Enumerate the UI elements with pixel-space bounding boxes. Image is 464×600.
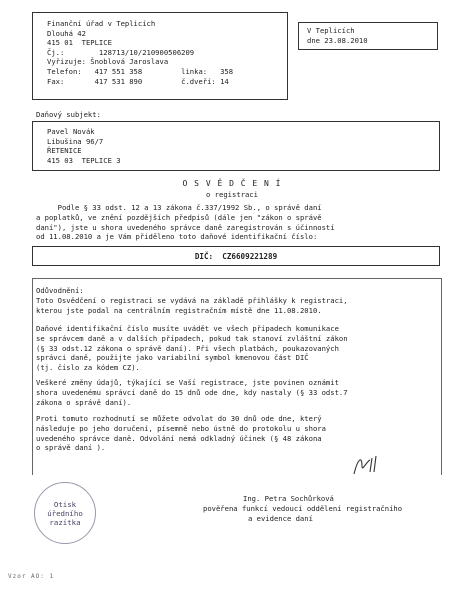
- changes-line: zákona o správě daní).: [36, 397, 132, 407]
- stamp-text: úředního: [47, 508, 83, 518]
- place-date-box: [298, 22, 438, 50]
- appeal-line: o správě daní ).: [36, 443, 106, 453]
- subject-label: Daňový subjekt:: [36, 110, 101, 119]
- subject-postal: 415 03 TEPLICE 3: [47, 155, 121, 165]
- subject-name: Pavel Novák: [47, 127, 95, 136]
- subject-street: Libušina 96/7: [47, 136, 104, 146]
- intro-line: daní"), jste u shora uvedeného správce daně zaregistrován s účinností: [36, 222, 335, 232]
- sender-reference: Čj.: 128713/10/210900506209: [47, 47, 195, 57]
- stamp-text: razítka: [49, 517, 81, 527]
- reasoning-paragraph: [36, 296, 428, 316]
- sender-street: Dlouhá 42: [47, 28, 86, 38]
- dic-box: [32, 246, 440, 266]
- intro-paragraph: [36, 203, 428, 242]
- sender-handler: Vyřizuje: Šnoblová Jaroslava: [47, 57, 169, 67]
- reasoning-line: Toto Osvědčení o registraci se vydává na základě přihlášky k registraci,: [36, 296, 348, 305]
- changes-line: shora uvedenému správci daně do 15 dnů ode dne, kdy nastaly (§ 33 odst.7: [36, 387, 348, 397]
- changes-line: Veškeré změny údajů, týkající se Vaší registrace, jste povinen oznámit: [36, 378, 339, 387]
- appeal-line: následuje po jeho doručení, písemně nebo ústně do protokolu u shora: [36, 423, 326, 433]
- signature-scribble: [350, 452, 390, 480]
- dic-usage-line: (§ 33 odst.12 zákona o správě daní). Při všech platbách, poukazovaných: [36, 343, 339, 353]
- appeal-line: uvedeného správce daně. Odvolání nemá odkladný účinek (§ 48 zákona: [36, 433, 322, 443]
- intro-line: od 11.08.2010 a je Vám přiděleno toto daňové identifikační číslo:: [36, 232, 318, 242]
- reasoning-label: Odůvodnění:: [36, 286, 84, 295]
- dic-value: DIČ: CZ6609221289: [194, 252, 278, 261]
- subject-town: ŘETENICE: [47, 146, 82, 156]
- signer-role: pověřena funkcí vedoucí oddělení registračního: [203, 504, 403, 513]
- sender-fax: Fax: 417 531 890 č.dveří: 14: [47, 76, 229, 86]
- document-subtitle: o registraci: [206, 190, 258, 199]
- sender-office: Finanční úřad v Teplicích: [47, 19, 156, 28]
- subject-box: [32, 121, 440, 171]
- signer-role-continued: a evidence daní: [248, 514, 313, 523]
- reasoning-line: kterou jste podal na centrálním registračním místě dne 11.08.2010.: [36, 305, 322, 315]
- stamp-placeholder: [34, 482, 96, 544]
- intro-line: Podle § 33 odst. 12 a 13 zákona č.337/1992 Sb., o správě daní: [36, 203, 322, 212]
- form-footer: Vzor AO: 1: [8, 573, 55, 580]
- intro-line: a poplatků, ve znění pozdějších předpisů (dále jen "zákon o správě: [36, 212, 322, 222]
- appeal-paragraph: [36, 414, 428, 453]
- place: V Teplicích: [307, 26, 355, 35]
- document-title: O S V Ě D Č E N Í: [182, 179, 282, 188]
- changes-paragraph: [36, 378, 428, 407]
- signer-name: Ing. Petra Sochůrková: [243, 494, 334, 503]
- stamp-text: Otisk: [53, 499, 77, 509]
- sender-box: [32, 12, 288, 100]
- dic-usage-line: se správcem daně a v dalších případech, pokud tak stanoví zvláštní zákon: [36, 333, 348, 343]
- sender-city: 415 01 TEPLICE: [47, 38, 112, 48]
- dic-usage-paragraph: [36, 324, 428, 373]
- dic-usage-line: Daňové identifikační číslo musíte uvádět ve všech případech komunikace: [36, 324, 339, 333]
- date: dne 23.08.2010: [307, 35, 368, 45]
- appeal-line: Proti tomuto rozhodnutí se můžete odvolat do 30 dnů ode dne, který: [36, 414, 322, 423]
- sender-phone: Telefon: 417 551 358 linka: 358: [47, 66, 234, 76]
- dic-usage-line: (tj. číslo za kódem CZ).: [36, 363, 140, 373]
- dic-usage-line: správci daně, použijte jako variabilní symbol kmenovou část DIČ: [36, 353, 309, 363]
